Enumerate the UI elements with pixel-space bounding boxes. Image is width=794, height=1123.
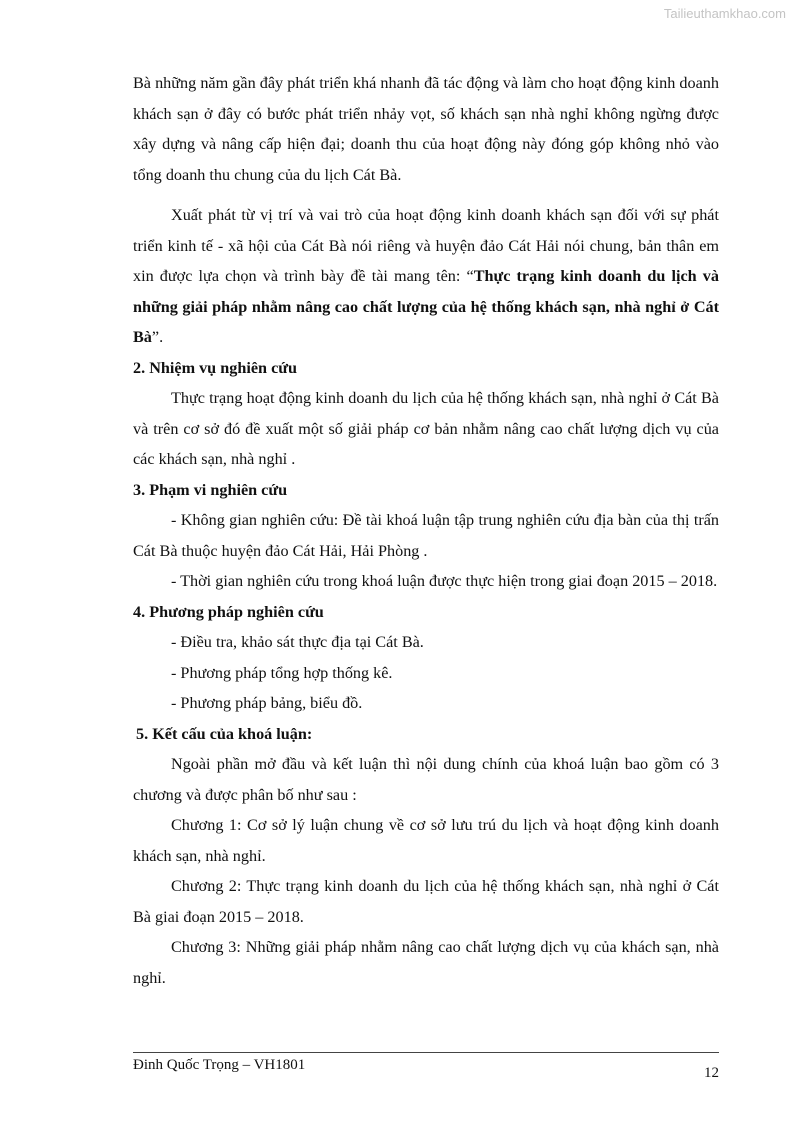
section-5-paragraph: Ngoài phần mở đầu và kết luận thì nội dung chính của khoá luận bao gồm có 3 chương và được phân bố như sau : [133, 755, 719, 804]
section-4-item: - Điều tra, khảo sát thực địa tại Cát Bà. [171, 633, 424, 651]
section-2-paragraph: Thực trạng hoạt động kinh doanh du lịch của hệ thống khách sạn, nhà nghỉ ở Cát Bà và trên cơ sở đó đề xuất một số giải pháp cơ bản nhằm nâng cao chất lượng dịch vụ của các khách sạn, nhà nghỉ . [133, 389, 719, 468]
section-3-heading: 3. Phạm vi nghiên cứu [133, 480, 288, 499]
section-4-item: - Phương pháp tổng hợp thống kê. [171, 663, 393, 682]
section-5-paragraph: Chương 3: Những giải pháp nhằm nâng cao chất lượng dịch vụ của khách sạn, nhà nghỉ. [133, 938, 719, 987]
intro-paragraph-2-lead: Xuất phát từ vị trí và vai trò của hoạt động kinh doanh khách sạn đối với sự phát triển kinh tế - xã hội của Cát Bà nói riêng và huyện đảo Cát Hải nói chung, bản thân em xin được lựa chọn và trình bày đề tài mang tên: “ [133, 206, 719, 285]
page-number: 12 [704, 1065, 719, 1081]
section-5-heading: 5. Kết cấu của khoá luận: [136, 724, 313, 743]
footer-author: Đinh Quốc Trọng – VH1801 [133, 1057, 306, 1073]
watermark: Tailieuthamkhao.com [663, 6, 786, 21]
section-5-paragraph: Chương 2: Thực trạng kinh doanh du lịch của hệ thống khách sạn, nhà nghỉ ở Cát Bà giai đoạn 2015 – 2018. [133, 877, 719, 926]
intro-paragraph-2 [133, 200, 719, 353]
intro-paragraph-1: Bà những năm gần đây phát triển khá nhanh đã tác động và làm cho hoạt động kinh doanh khách sạn ở đây có bước phát triển nhảy vọt, số khách sạn nhà nghỉ không ngừng được xây dựng và nâng cấp hiện đại; doanh thu của hoạt động này đóng góp không nhỏ vào tổng doanh thu chung của du lịch Cát Bà. [133, 74, 719, 184]
section-3-item: - Không gian nghiên cứu: Đề tài khoá luận tập trung nghiên cứu địa bàn của thị trấn Cát Bà thuộc huyện đảo Cát Hải, Hải Phòng . [133, 511, 719, 560]
section-5-paragraph: Chương 1: Cơ sở lý luận chung về cơ sở lưu trú du lịch và hoạt động kinh doanh khách sạn, nhà nghỉ. [133, 816, 719, 865]
intro-paragraph-2-tail: ”. [151, 328, 164, 346]
section-2-heading: 2. Nhiệm vụ nghiên cứu [133, 358, 297, 377]
document-body [133, 68, 719, 993]
section-4-item: - Phương pháp bảng, biểu đồ. [171, 694, 363, 712]
section-4-heading: 4. Phương pháp nghiên cứu [133, 602, 324, 621]
section-3-item: - Thời gian nghiên cứu trong khoá luận được thực hiện trong giai đoạn 2015 – 2018. [171, 572, 718, 590]
thesis-title: Thực trạng kinh doanh du lịch và những giải pháp nhằm nâng cao chất lượng của hệ thống khách sạn, nhà nghỉ ở Cát Bà [133, 267, 719, 346]
page-footer [133, 1052, 719, 1081]
